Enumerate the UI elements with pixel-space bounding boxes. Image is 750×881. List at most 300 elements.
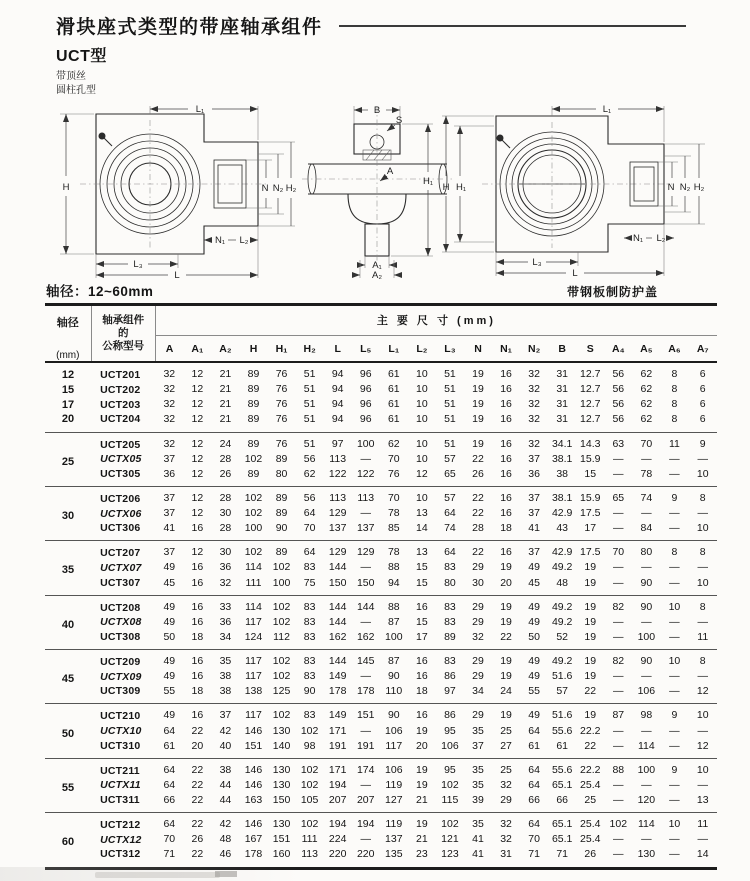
value-cell: 12 bbox=[191, 368, 204, 380]
value-cell: 17.5 bbox=[580, 546, 601, 559]
value-cell: 32 bbox=[163, 398, 176, 411]
value-cell: 49 bbox=[163, 561, 176, 574]
value-cell: 41 bbox=[472, 833, 484, 846]
value-cell: 49.2 bbox=[551, 615, 573, 628]
value-cell: 224 bbox=[328, 833, 347, 846]
header bbox=[0, 0, 750, 39]
value-cell: — bbox=[697, 778, 708, 791]
value-cell: 150 bbox=[272, 794, 291, 806]
value-cell: 37 bbox=[163, 507, 176, 519]
value-cell: 30 bbox=[219, 546, 232, 559]
value-cell: 13 bbox=[696, 794, 709, 806]
value-cell: 112 bbox=[273, 630, 290, 643]
model-cell: UCT308 bbox=[100, 630, 141, 643]
value-cell: 22 bbox=[191, 794, 204, 806]
value-cell: 117 bbox=[245, 655, 262, 667]
value-cell: 18 bbox=[191, 685, 204, 698]
value-cell: 146 bbox=[244, 818, 263, 831]
type-notes bbox=[0, 66, 750, 98]
value-cell: 38 bbox=[219, 763, 232, 776]
table-row bbox=[45, 739, 717, 759]
value-cell: 30 bbox=[219, 507, 232, 519]
value-cell: 56 bbox=[612, 398, 625, 411]
value-cell: 63 bbox=[612, 437, 625, 450]
value-cell: 80 bbox=[444, 576, 456, 589]
value-cell: 42.9 bbox=[551, 546, 573, 559]
dim-label-h1: H₁ bbox=[422, 176, 434, 187]
value-cell: — bbox=[669, 739, 680, 752]
value-cell: — bbox=[613, 522, 624, 535]
value-cell: 89 bbox=[444, 630, 456, 643]
value-cell: 94 bbox=[331, 398, 344, 411]
value-cell: 162 bbox=[328, 630, 347, 643]
value-cell: 32 bbox=[528, 383, 540, 396]
value-cell: 71 bbox=[163, 848, 176, 861]
value-cell: 20 bbox=[416, 739, 428, 752]
value-cell: 12 bbox=[191, 467, 204, 480]
dim-symbol-header: L bbox=[334, 342, 341, 355]
value-cell: 61 bbox=[387, 398, 400, 411]
value-cell: 102 bbox=[300, 818, 319, 831]
value-cell: — bbox=[669, 848, 680, 861]
dim-label-n1: N₁ bbox=[214, 235, 226, 246]
value-cell: 16 bbox=[416, 670, 428, 683]
value-cell: 49 bbox=[163, 615, 176, 628]
value-cell: 8 bbox=[699, 655, 706, 667]
dim-symbol-header: N bbox=[474, 342, 482, 355]
value-cell: 61 bbox=[163, 739, 176, 752]
model-cell: UCT307 bbox=[100, 576, 141, 589]
value-cell: 19 bbox=[584, 709, 597, 722]
value-cell: 102 bbox=[300, 763, 319, 776]
value-cell: 16 bbox=[500, 398, 512, 411]
steel-cover-caption: 带钢板制防护盖 bbox=[566, 285, 658, 299]
value-cell: — bbox=[669, 615, 680, 628]
value-cell: 37 bbox=[472, 739, 484, 752]
value-cell: — bbox=[669, 507, 680, 519]
value-cell: 89 bbox=[275, 452, 288, 465]
value-cell: 34 bbox=[472, 685, 484, 698]
value-cell: 191 bbox=[356, 739, 375, 752]
value-cell: 22 bbox=[191, 848, 204, 861]
value-cell: 102 bbox=[272, 670, 291, 683]
value-cell: 22 bbox=[472, 452, 484, 465]
value-cell: 19 bbox=[584, 630, 597, 643]
value-cell: 106 bbox=[441, 739, 459, 752]
value-cell: 10 bbox=[668, 655, 681, 667]
value-cell: 8 bbox=[671, 546, 678, 559]
shaft-cell: 17 bbox=[61, 398, 75, 411]
model-cell: UCT212 bbox=[100, 819, 141, 832]
value-cell: 89 bbox=[275, 507, 288, 519]
value-cell: 41 bbox=[163, 522, 176, 535]
value-cell: 21 bbox=[416, 794, 428, 806]
value-cell: 10 bbox=[416, 437, 428, 450]
value-cell: 37 bbox=[219, 709, 232, 722]
value-cell: 38 bbox=[556, 467, 569, 480]
value-cell: 102 bbox=[272, 709, 291, 722]
value-cell: 71 bbox=[528, 848, 540, 861]
value-cell: 46 bbox=[219, 848, 232, 861]
value-cell: 31 bbox=[556, 383, 569, 396]
value-cell: 122 bbox=[328, 467, 347, 480]
value-cell: 10 bbox=[416, 491, 428, 504]
value-cell: 45 bbox=[163, 576, 176, 589]
value-cell: 16 bbox=[500, 491, 512, 504]
value-cell: 62 bbox=[640, 383, 653, 396]
shaft-cell: 50 bbox=[61, 727, 75, 740]
value-cell: 64 bbox=[444, 507, 456, 519]
model-cell: UCT205 bbox=[100, 438, 141, 451]
value-cell: 124 bbox=[244, 630, 263, 643]
value-cell: 62 bbox=[387, 437, 400, 450]
value-cell: 65 bbox=[444, 467, 456, 480]
value-cell: 65.1 bbox=[551, 778, 573, 791]
value-cell: 90 bbox=[275, 522, 288, 535]
dim-symbol-header: N₂ bbox=[527, 342, 541, 355]
value-cell: 62 bbox=[640, 398, 653, 411]
value-cell: 32 bbox=[163, 383, 176, 396]
page-title: 滑块座式类型的带座轴承组件 bbox=[56, 17, 323, 38]
value-cell: 64 bbox=[528, 724, 540, 737]
dim-label-h2: H₂ bbox=[693, 182, 705, 193]
value-cell: 26 bbox=[219, 467, 232, 480]
dim-label-l: L bbox=[174, 270, 180, 280]
model-column-header bbox=[91, 305, 155, 363]
value-cell: 15 bbox=[416, 615, 428, 628]
value-cell: 36 bbox=[163, 467, 176, 480]
value-cell: 22 bbox=[584, 739, 597, 752]
value-cell: 88 bbox=[612, 763, 625, 776]
value-cell: 12.7 bbox=[580, 383, 601, 396]
value-cell: 71 bbox=[556, 848, 569, 861]
value-cell: 83 bbox=[303, 561, 316, 574]
value-cell: 48 bbox=[556, 576, 569, 589]
value-cell: 97 bbox=[444, 685, 456, 698]
dim-symbol-header: S bbox=[586, 342, 594, 355]
dim-symbol-header: H bbox=[249, 342, 258, 355]
value-cell: 150 bbox=[328, 576, 347, 589]
value-cell: 29 bbox=[472, 655, 484, 667]
dim-symbol-header: L₅ bbox=[360, 342, 372, 355]
value-cell: 12 bbox=[191, 437, 204, 450]
table-row bbox=[45, 467, 717, 487]
value-cell: — bbox=[669, 561, 680, 574]
value-cell: 151 bbox=[244, 739, 263, 752]
shaft-cell: 20 bbox=[61, 413, 75, 426]
value-cell: 16 bbox=[500, 383, 512, 396]
table-header bbox=[45, 305, 717, 363]
model-cell: UCTX05 bbox=[100, 453, 142, 466]
value-cell: 49 bbox=[528, 615, 540, 628]
value-cell: 16 bbox=[500, 507, 512, 519]
value-cell: 66 bbox=[528, 794, 540, 806]
dim-label-h: H bbox=[62, 182, 70, 193]
value-cell: 94 bbox=[331, 383, 344, 396]
value-cell: 174 bbox=[356, 763, 375, 776]
value-cell: 31 bbox=[500, 848, 512, 861]
value-cell: 76 bbox=[387, 467, 400, 480]
value-cell: 89 bbox=[247, 437, 260, 450]
value-cell: 64 bbox=[163, 763, 176, 776]
value-cell: 42.9 bbox=[551, 507, 573, 519]
shaft-header-label: 轴径 bbox=[56, 317, 79, 329]
value-cell: 8 bbox=[699, 546, 706, 559]
value-cell: 29 bbox=[472, 709, 484, 722]
value-cell: 102 bbox=[244, 452, 263, 465]
table-row bbox=[45, 630, 717, 650]
dim-label-l3: L₃ bbox=[133, 259, 143, 270]
value-cell: 10 bbox=[668, 818, 681, 831]
value-cell: 114 bbox=[637, 818, 655, 831]
value-cell: 64 bbox=[303, 507, 316, 519]
table-row bbox=[45, 452, 717, 467]
value-cell: 106 bbox=[385, 763, 403, 776]
value-cell: 65.1 bbox=[551, 833, 573, 846]
value-cell: 35 bbox=[472, 778, 484, 791]
dim-symbol-header: B bbox=[558, 342, 566, 355]
table-row bbox=[45, 650, 717, 670]
value-cell: 83 bbox=[303, 615, 316, 628]
value-cell: 21 bbox=[416, 833, 428, 846]
value-cell: 61 bbox=[387, 413, 400, 426]
value-cell: 10 bbox=[416, 413, 428, 426]
value-cell: 41 bbox=[528, 522, 540, 535]
value-cell: 6 bbox=[699, 383, 706, 396]
value-cell: 26 bbox=[472, 467, 484, 480]
model-cell: UCT206 bbox=[100, 492, 141, 505]
value-cell: 45 bbox=[528, 576, 540, 589]
value-cell: 76 bbox=[275, 368, 288, 380]
value-cell: 49 bbox=[528, 600, 540, 613]
value-cell: 220 bbox=[356, 848, 375, 861]
value-cell: 32 bbox=[500, 818, 512, 831]
table-row bbox=[45, 704, 717, 724]
value-cell: 102 bbox=[300, 724, 319, 737]
value-cell: 56 bbox=[612, 383, 625, 396]
value-cell: 89 bbox=[247, 413, 260, 426]
value-cell: 66 bbox=[163, 794, 176, 806]
value-cell: — bbox=[641, 561, 652, 574]
value-cell: — bbox=[669, 778, 680, 791]
value-cell: 51 bbox=[444, 398, 456, 411]
value-cell: 22.2 bbox=[580, 724, 601, 737]
model-cell: UCTX12 bbox=[100, 833, 142, 846]
value-cell: 55.6 bbox=[551, 724, 573, 737]
model-cell: UCT204 bbox=[100, 413, 141, 426]
value-cell: 66 bbox=[556, 794, 569, 806]
value-cell: 49.2 bbox=[551, 655, 573, 667]
value-cell: 55 bbox=[163, 685, 176, 698]
value-cell: 61 bbox=[387, 383, 400, 396]
value-cell: 100 bbox=[356, 437, 375, 450]
value-cell: 62 bbox=[640, 368, 653, 380]
value-cell: 51.6 bbox=[551, 709, 573, 722]
value-cell: 125 bbox=[272, 685, 291, 698]
model-cell: UCTX10 bbox=[100, 725, 142, 738]
value-cell: 64 bbox=[163, 724, 176, 737]
value-cell: 33 bbox=[219, 600, 232, 613]
value-cell: — bbox=[697, 670, 708, 683]
value-cell: 16 bbox=[191, 655, 204, 667]
value-cell: 51 bbox=[444, 368, 456, 380]
shaft-size-group bbox=[45, 486, 717, 540]
dim-symbol-header: H₁ bbox=[275, 342, 288, 355]
value-cell: 113 bbox=[357, 491, 375, 504]
value-cell: 49.2 bbox=[551, 600, 573, 613]
value-cell: 14 bbox=[696, 848, 709, 861]
value-cell: 31 bbox=[556, 368, 569, 380]
value-cell: 22 bbox=[191, 763, 204, 776]
value-cell: 96 bbox=[359, 368, 372, 380]
title-rule bbox=[339, 25, 686, 27]
side-view-drawing bbox=[300, 102, 455, 280]
value-cell: 65 bbox=[612, 491, 625, 504]
value-cell: 65.1 bbox=[551, 818, 573, 831]
value-cell: — bbox=[641, 452, 652, 465]
value-cell: 10 bbox=[668, 600, 681, 613]
value-cell: 51 bbox=[303, 383, 316, 396]
value-cell: 100 bbox=[272, 576, 291, 589]
value-cell: 151 bbox=[272, 833, 291, 846]
value-cell: 76 bbox=[275, 413, 288, 426]
dim-label-s: S bbox=[395, 115, 403, 126]
value-cell: 51 bbox=[303, 398, 316, 411]
dim-label-l3: L₃ bbox=[532, 257, 542, 268]
value-cell: 61 bbox=[528, 739, 540, 752]
value-cell: 6 bbox=[699, 368, 706, 380]
value-cell: 90 bbox=[387, 709, 400, 722]
value-cell: 140 bbox=[272, 739, 291, 752]
value-cell: 10 bbox=[696, 576, 709, 589]
value-cell: 29 bbox=[472, 670, 484, 683]
value-cell: 16 bbox=[191, 709, 204, 722]
dim-label-n1: N₁ bbox=[632, 233, 644, 244]
value-cell: 194 bbox=[328, 778, 347, 791]
value-cell: 8 bbox=[671, 383, 678, 396]
value-cell: 220 bbox=[328, 848, 347, 861]
value-cell: 19 bbox=[584, 655, 597, 667]
dim-label-b: B bbox=[373, 105, 381, 116]
value-cell: 10 bbox=[696, 763, 709, 776]
value-cell: 98 bbox=[303, 739, 316, 752]
value-cell: 49 bbox=[163, 655, 176, 667]
value-cell: 42 bbox=[219, 818, 232, 831]
value-cell: 119 bbox=[385, 778, 403, 791]
model-header-line1: 轴承组件 bbox=[102, 313, 145, 326]
table-row bbox=[45, 412, 717, 432]
dim-symbol-header: A₆ bbox=[668, 342, 681, 355]
value-cell: 78 bbox=[640, 467, 653, 480]
value-cell: 32 bbox=[472, 630, 484, 643]
value-cell: 11 bbox=[668, 437, 680, 450]
model-cell: UCTX08 bbox=[100, 616, 142, 629]
value-cell: 90 bbox=[387, 670, 400, 683]
value-cell: — bbox=[697, 615, 708, 628]
main-dimensions-header: 主 要 尺 寸 (mm) bbox=[155, 305, 717, 336]
value-cell: 87 bbox=[387, 655, 400, 667]
value-cell: 113 bbox=[329, 452, 347, 465]
series-subtitle: UCT型 bbox=[56, 48, 107, 65]
value-cell: — bbox=[641, 670, 652, 683]
value-cell: 8 bbox=[671, 398, 678, 411]
value-cell: — bbox=[613, 561, 624, 574]
model-cell: UCT210 bbox=[100, 710, 141, 723]
value-cell: 106 bbox=[637, 685, 656, 698]
covered-front-view-drawing bbox=[438, 102, 723, 280]
value-cell: 130 bbox=[272, 778, 291, 791]
value-cell: 9 bbox=[671, 709, 678, 722]
value-cell: 44 bbox=[219, 794, 232, 806]
value-cell: — bbox=[697, 507, 708, 519]
value-cell: — bbox=[613, 685, 624, 698]
value-cell: 15.9 bbox=[580, 452, 601, 465]
value-cell: 102 bbox=[244, 546, 263, 559]
value-cell: — bbox=[669, 452, 680, 465]
value-cell: — bbox=[669, 630, 680, 643]
note-set-screw: 带顶丝 bbox=[56, 71, 86, 82]
value-cell: 19 bbox=[472, 413, 484, 426]
table-row bbox=[45, 793, 717, 813]
shaft-cell: 15 bbox=[61, 383, 75, 396]
value-cell: 89 bbox=[247, 368, 260, 380]
value-cell: 19 bbox=[416, 724, 428, 737]
value-cell: 32 bbox=[500, 833, 512, 846]
value-cell: 26 bbox=[584, 848, 597, 861]
model-cell: UCT309 bbox=[100, 685, 141, 698]
table-row bbox=[45, 397, 717, 412]
shaft-cell: 55 bbox=[61, 781, 75, 794]
dim-label-a2: A₂ bbox=[371, 270, 383, 280]
value-cell: 83 bbox=[444, 655, 456, 667]
value-cell: 160 bbox=[272, 848, 291, 861]
value-cell: 16 bbox=[500, 368, 512, 380]
value-cell: 100 bbox=[637, 763, 656, 776]
value-cell: 9 bbox=[671, 491, 678, 504]
value-cell: 16 bbox=[500, 437, 512, 450]
table-row bbox=[45, 669, 717, 684]
value-cell: 86 bbox=[444, 709, 456, 722]
dim-label-l: L bbox=[572, 268, 578, 279]
dim-label-h2: H₂ bbox=[285, 183, 297, 194]
value-cell: 64 bbox=[444, 546, 456, 559]
value-cell: 21 bbox=[219, 368, 232, 380]
value-cell: 10 bbox=[416, 398, 428, 411]
value-cell: 114 bbox=[245, 600, 262, 613]
value-cell: 100 bbox=[637, 630, 656, 643]
value-cell: 83 bbox=[303, 655, 316, 667]
value-cell: 52 bbox=[556, 630, 569, 643]
value-cell: 114 bbox=[245, 561, 262, 574]
value-cell: 78 bbox=[387, 507, 400, 519]
value-cell: 70 bbox=[303, 522, 316, 535]
shaft-cell: 12 bbox=[61, 369, 75, 382]
value-cell: 15 bbox=[584, 467, 597, 480]
dim-label-h: H bbox=[442, 182, 450, 193]
value-cell: 130 bbox=[272, 724, 291, 737]
value-cell: 42 bbox=[219, 724, 232, 737]
value-cell: 19 bbox=[416, 778, 428, 791]
front-view-drawing bbox=[52, 102, 297, 280]
value-cell: 83 bbox=[444, 615, 456, 628]
value-cell: 96 bbox=[359, 413, 372, 426]
value-cell: 32 bbox=[219, 576, 232, 589]
value-cell: 19 bbox=[500, 655, 512, 667]
value-cell: 117 bbox=[385, 739, 403, 752]
value-cell: 19 bbox=[584, 670, 597, 683]
value-cell: 32 bbox=[500, 778, 512, 791]
value-cell: 40 bbox=[219, 739, 232, 752]
